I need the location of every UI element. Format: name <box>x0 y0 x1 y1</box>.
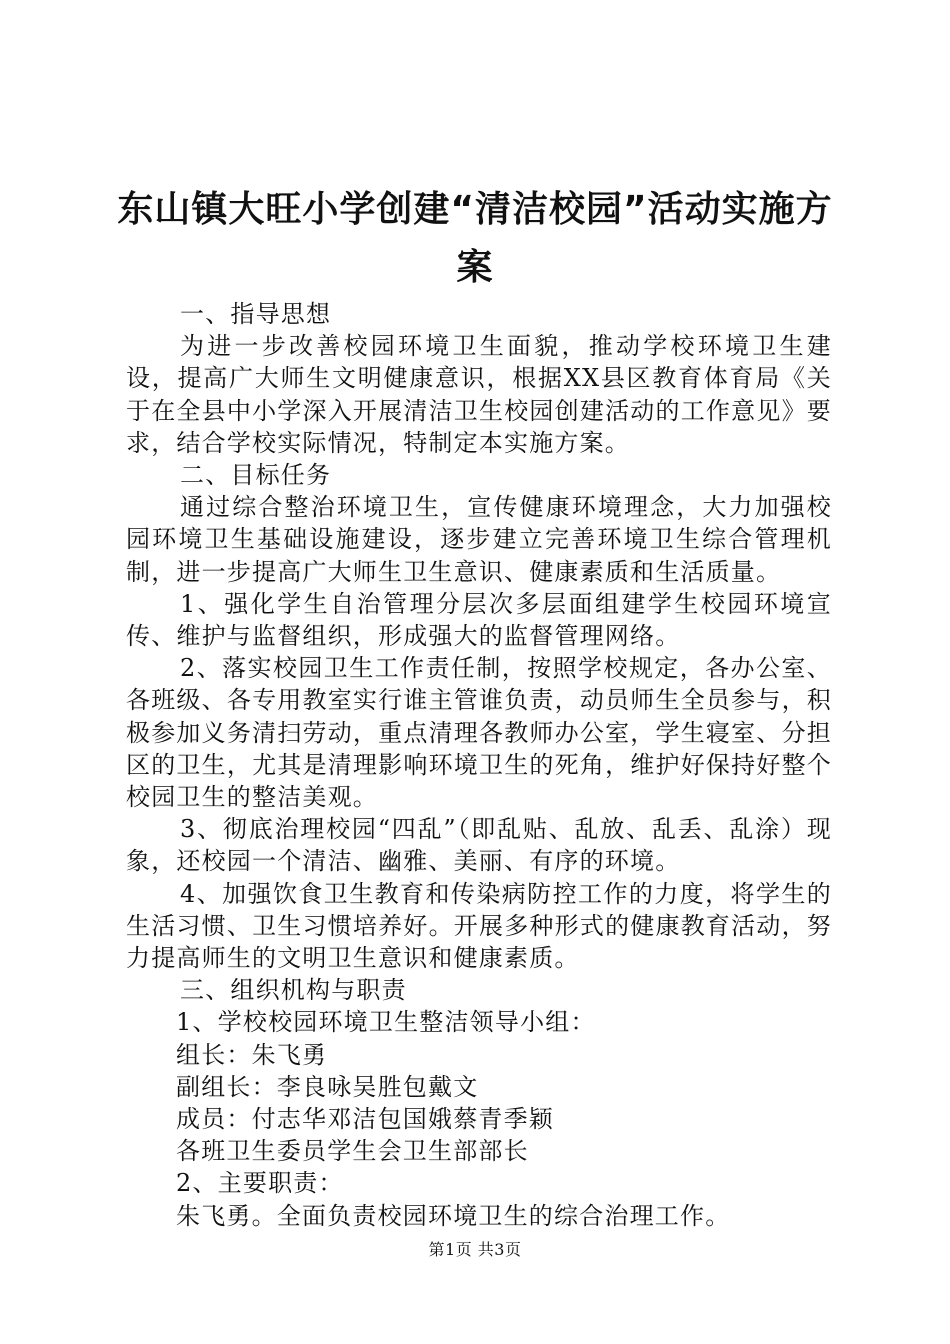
paragraph-purpose: 为进一步改善校园环境卫生面貌，推动学校环境卫生建设，提高广大师生文明健康意识，根据XX县区教育体育局《关于在全县中小学深入开展清洁卫生校园创建活动的工作意见》要求，结合学校实际情况，特制定本实施方案。 <box>126 332 832 457</box>
paragraph-leadership-group: 1、学校校园环境卫生整洁领导小组： <box>176 1008 596 1037</box>
paragraph-goal-2: 2、落实校园卫生工作责任制，按照学校规定，各办公室、各班级、各专用教室实行谁主管谁负责，动员师生全员参与，积极参加义务清扫劳动，重点清理各教师办公室，学生寝室、分担区的卫生，尤其是清理影响环境卫生的死角，维护好保持好整个校园卫生的整洁美观。 <box>126 654 832 812</box>
paragraph-class-members: 各班卫生委员学生会卫生部部长 <box>176 1137 529 1166</box>
page-footer: 第1页 共3页 <box>428 1240 522 1259</box>
paragraph-goals: 通过综合整治环境卫生，宣传健康环境理念，大力加强校园环境卫生基础设施建设，逐步建立完善环境卫生综合管理机制，进一步提高广大师生卫生意识、健康素质和生活质量。 <box>126 493 832 586</box>
section-heading-guiding-thought: 一、指导思想 <box>180 300 332 328</box>
document-title-line-2: 案 <box>456 247 494 288</box>
paragraph-main-duties: 2、主要职责： <box>176 1169 344 1198</box>
document-body <box>126 298 832 1232</box>
paragraph-duty-zhu: 朱飞勇。全面负责校园环境卫生的综合治理工作。 <box>176 1201 731 1230</box>
paragraph-goal-1: 1、强化学生自治管理分层次多层面组建学生校园环境宣传、维护与监督组织，形成强大的监督管理网络。 <box>126 589 832 651</box>
paragraph-goal-3: 3、彻底治理校园“四乱”（即乱贴、乱放、乱丢、乱涂）现象，还校园一个清洁、幽雅、美丽、有序的环境。 <box>126 815 832 876</box>
section-heading-goals: 二、目标任务 <box>180 461 332 490</box>
section-heading-organization: 三、组织机构与职责 <box>180 976 407 1005</box>
document-title-line-1: 东山镇大旺小学创建“清洁校园”活动实施方 <box>117 189 833 230</box>
paragraph-group-leader: 组长：朱飞勇 <box>176 1040 328 1069</box>
paragraph-members: 成员：付志华邓洁包国娥蔡青季颖 <box>176 1105 554 1134</box>
paragraph-deputy-leaders: 副组长：李良咏吴胜包戴文 <box>176 1072 479 1101</box>
paragraph-goal-4: 4、加强饮食卫生教育和传染病防控工作的力度，将学生的生活习惯、卫生习惯培养好。开展多种形式的健康教育活动，努力提高师生的文明卫生意识和健康素质。 <box>126 879 832 973</box>
